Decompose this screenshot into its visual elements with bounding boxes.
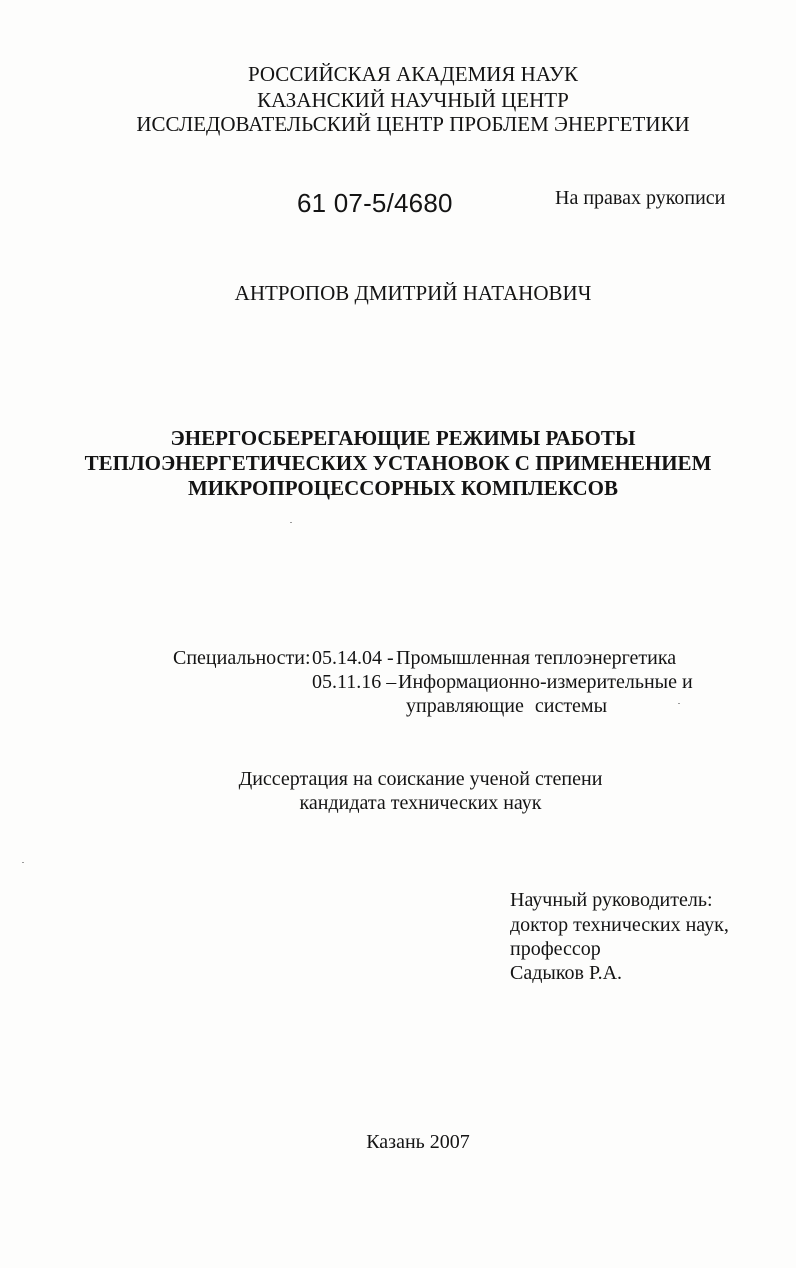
thesis-title-line-2: ТЕПЛОЭНЕРГЕТИЧЕСКИХ УСТАНОВОК С ПРИМЕНЕНИЕМ xyxy=(84,451,712,475)
supervisor-label: Научный руководитель: xyxy=(510,889,713,911)
specialty-name: Промышленная теплоэнергетика xyxy=(396,647,677,669)
org-academy: РОССИЙСКАЯ АКАДЕМИЯ НАУК xyxy=(247,62,579,86)
catalog-number-stamp: 61 07-5/4680 xyxy=(297,188,453,218)
thesis-title-line-3: МИКРОПРОЦЕССОРНЫХ КОМПЛЕКСОВ xyxy=(187,476,619,500)
supervisor-name: Садыков Р.А. xyxy=(510,962,623,984)
city-year: Казань 2007 xyxy=(366,1131,470,1153)
dissertation-line-2: кандидата технических наук xyxy=(299,792,542,814)
specialty-code: 05.11.16 – xyxy=(312,671,397,693)
specialties-label: Специальности: xyxy=(173,647,311,669)
specialty-name: Информационно-измерительные и xyxy=(398,671,693,693)
org-research-center: ИССЛЕДОВАТЕЛЬСКИЙ ЦЕНТР ПРОБЛЕМ ЭНЕРГЕТИКИ xyxy=(136,112,690,136)
manuscript-rights-note: На правах рукописи xyxy=(555,187,726,209)
scan-speck xyxy=(678,703,680,704)
org-scientific-center: КАЗАНСКИЙ НАУЧНЫЙ ЦЕНТР xyxy=(257,88,569,112)
dissertation-line-1: Диссертация на соискание ученой степени xyxy=(238,768,603,790)
specialty-code: 05.14.04 - xyxy=(312,647,394,669)
scan-speck xyxy=(22,862,24,863)
supervisor-degree: доктор технических наук, xyxy=(510,914,729,936)
author-name: АНТРОПОВ ДМИТРИЙ НАТАНОВИЧ xyxy=(234,281,592,305)
thesis-title-line-1: ЭНЕРГОСБЕРЕГАЮЩИЕ РЕЖИМЫ РАБОТЫ xyxy=(170,426,636,450)
specialty-name-continued: управляющие системы xyxy=(406,695,608,717)
scan-speck xyxy=(290,522,292,523)
supervisor-rank: профессор xyxy=(510,938,601,960)
